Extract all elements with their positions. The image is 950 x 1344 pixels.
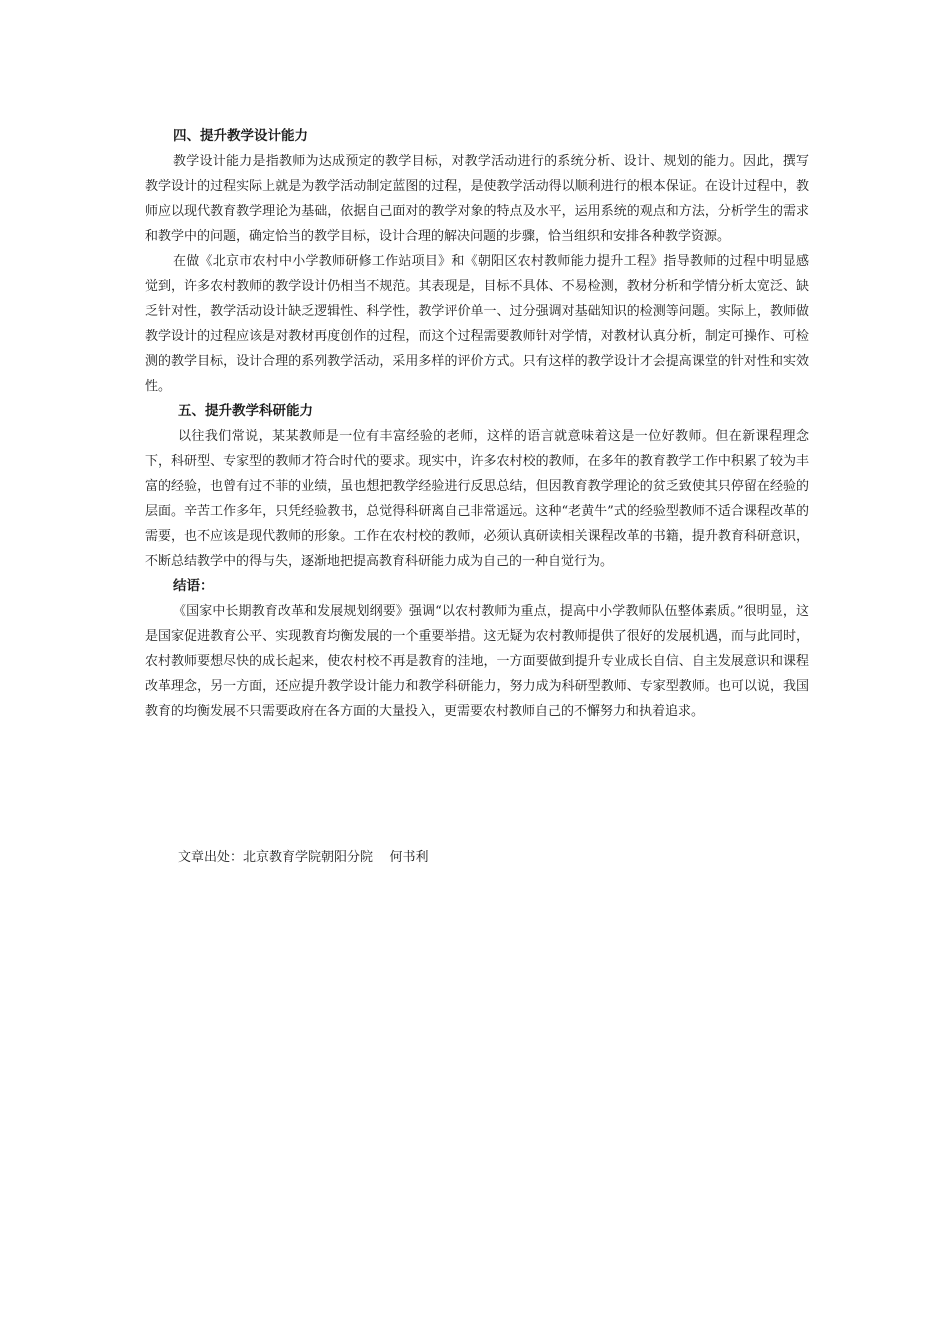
section-heading-research: 五、提升教学科研能力 <box>178 403 313 419</box>
article-source: 文章出处：北京教育学院朝阳分院 何书利 <box>178 850 429 865</box>
paragraph: 《国家中长期教育改革和发展规划纲要》强调“以农村教师为重点，提高中小学教师队伍整体素质。”很明显，这是国家促进教育公平、实现教育均衡发展的一个重要举措。这无疑为农村教师提供了很好的发展机遇，而与此同时，农村教师要想尽快的成长起来，使农村校不再是教育的洼地，一方面要做到提升专业成长自信、自主发展意识和课程改革理念，另一方面，还应提升教学设计能力和教学科研能力，努力成为科研型教师、专家型教师。也可以说，我国教育的均衡发展不只需要政府在各方面的大量投入，更需要农村教师自己的不懈努力和执着追求。 <box>145 604 809 719</box>
paragraph: 以往我们常说，某某教师是一位有丰富经验的老师，这样的语言就意味着这是一位好教师。但在新课程理念下，科研型、专家型的教师才符合时代的要求。现实中，许多农村校的教师，在多年的教育教学工作中积累了较为丰富的经验，也曾有过不菲的业绩，虽也想把教学经验进行反思总结，但因教育教学理论的贫乏致使其只停留在经验的层面。辛苦工作多年，只凭经验教书，总觉得科研离自己非常遥远。这种“老黄牛”式的经验型教师不适合课程改革的需要，也不应该是现代教师的形象。工作在农村校的教师，必须认真研读相关课程改革的书籍，提升教育科研意识，不断总结教学中的得与失，逐渐地把提高教育科研能力成为自己的一种自觉行为。 <box>145 429 809 569</box>
document-body <box>145 124 809 724</box>
paragraph: 教学设计能力是指教师为达成预定的教学目标，对教学活动进行的系统分析、设计、规划的能力。因此，撰写教学设计的过程实际上就是为教学活动制定蓝图的过程，是使教学活动得以顺利进行的根本保证。在设计过程中，教师应以现代教育教学理论为基础，依据自己面对的教学对象的特点及水平，运用系统的观点和方法，分析学生的需求和教学中的问题，确定恰当的教学目标，设计合理的解决问题的步骤，恰当组织和安排各种教学资源。 <box>145 154 809 244</box>
conclusion-heading: 结语： <box>173 578 214 594</box>
paragraph: 在做《北京市农村中小学教师研修工作站项目》和《朝阳区农村教师能力提升工程》指导教师的过程中明显感觉到，许多农村教师的教学设计仍相当不规范。其表现是，目标不具体、不易检测，教材分析和学情分析太宽泛、缺乏针对性，教学活动设计缺乏逻辑性、科学性，教学评价单一、过分强调对基础知识的检测等问题。实际上，教师做教学设计的过程应该是对教材再度创作的过程，而这个过程需要教师针对学情，对教材认真分析，制定可操作、可检测的教学目标，设计合理的系列教学活动，采用多样的评价方式。只有这样的教学设计才会提高课堂的针对性和实效性。 <box>145 254 809 394</box>
section-heading-teaching-design: 四、提升教学设计能力 <box>173 128 308 144</box>
